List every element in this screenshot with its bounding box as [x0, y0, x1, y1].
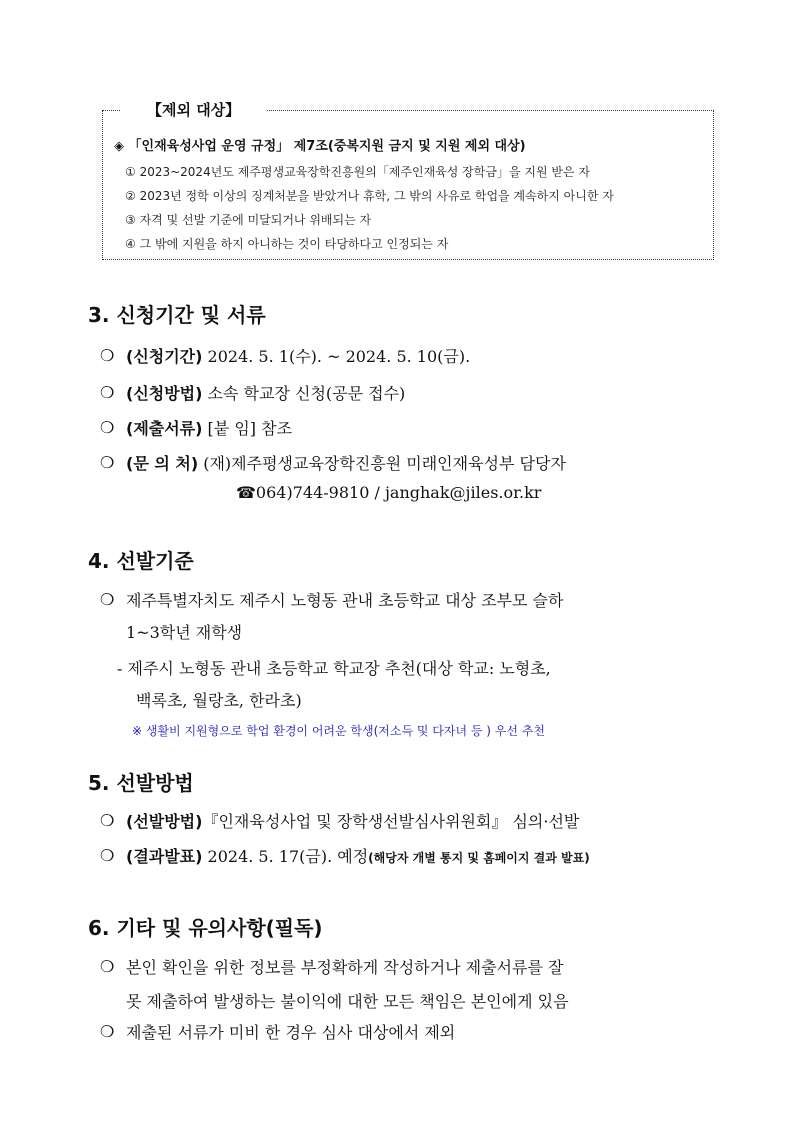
notice-line-2: 못 제출하여 발생하는 불이익에 대한 모든 책임은 본인에게 있음	[126, 992, 569, 1011]
notice-line-3: 제출된 서류가 미비 한 경우 심사 대상에서 제외	[126, 1023, 456, 1042]
contact-phone-email: ☎064)744-9810 / janghak@jiles.or.kr	[236, 483, 542, 502]
section-3-title: 3. 신청기간 및 서류	[88, 303, 266, 327]
exclusion-box-title: 【제외 대상】	[121, 99, 266, 120]
apply-method-row	[126, 381, 405, 404]
circle-bullet-icon: ❍	[100, 811, 115, 830]
row-label: (문 의 처)	[126, 454, 199, 473]
circle-bullet-icon: ❍	[100, 418, 115, 437]
row-label: (결과발표)	[126, 847, 203, 866]
exclusion-heading-text: 「인재육성사업 운영 규정」 제7조(중복지원 금지 및 지원 제외 대상)	[128, 139, 526, 154]
row-label: (제출서류)	[126, 419, 203, 438]
criteria-sub-line-1: - 제주시 노형동 관내 초등학교 학교장 추천(대상 학교: 노형초,	[117, 659, 551, 678]
row-label: (신청방법)	[126, 384, 203, 403]
exclusion-item: ④ 그 밖에 지원을 하지 아니하는 것이 타당하다고 인정되는 자	[125, 237, 449, 251]
priority-note: ※ 생활비 지원형으로 학업 환경이 어려운 학생(저소득 및 다자녀 등 ) 우선 추천	[132, 724, 545, 738]
row-text: 2024. 5. 17(금). 예정	[202, 847, 369, 866]
row-note: (해당자 개별 통지 및 홈페이지 결과 발표)	[368, 851, 590, 865]
criteria-sub-line-2: 백록초, 월랑초, 한라초)	[136, 691, 302, 710]
exclusion-box-heading	[114, 135, 526, 154]
documents-row	[126, 416, 292, 439]
row-text: (재)제주평생교육장학진흥원 미래인재육성부 담당자	[198, 454, 566, 473]
result-announcement-row	[126, 844, 590, 867]
row-label: (신청기간)	[126, 347, 203, 366]
circle-bullet-icon: ❍	[100, 383, 115, 402]
section-4-title: 4. 선발기준	[88, 549, 194, 573]
contact-row	[126, 451, 566, 474]
row-text: 『인재육성사업 및 장학생선발심사위원회』 심의·선발	[202, 812, 580, 831]
exclusion-item: ② 2023년 정학 이상의 징계처분을 받았거나 휴학, 그 밖의 사유로 학업을 계속하지 아니한 자	[125, 189, 614, 203]
circle-bullet-icon: ❍	[100, 346, 115, 365]
notice-line-1: 본인 확인을 위한 정보를 부정확하게 작성하거나 제출서류를 잘	[126, 958, 564, 977]
circle-bullet-icon: ❍	[100, 846, 115, 865]
exclusion-item: ① 2023~2024년도 제주평생교육장학진흥원의「제주인재육성 장학금」을 지원 받은 자	[125, 165, 590, 179]
section-6-title: 6. 기타 및 유의사항(필독)	[88, 916, 323, 940]
circle-bullet-icon: ❍	[100, 590, 115, 609]
selection-method-row	[126, 809, 579, 832]
circle-bullet-icon: ❍	[100, 1022, 115, 1041]
circle-bullet-icon: ❍	[100, 453, 115, 472]
criteria-line-1: 제주특별자치도 제주시 노형동 관내 초등학교 대상 조부모 슬하	[126, 591, 564, 610]
circle-bullet-icon: ❍	[100, 957, 115, 976]
apply-period-row	[126, 344, 470, 367]
row-text: 소속 학교장 신청(공문 접수)	[202, 384, 406, 403]
row-label: (선발방법)	[126, 812, 203, 831]
row-text: [붙 임] 참조	[202, 419, 293, 438]
criteria-line-2: 1~3학년 재학생	[126, 623, 243, 642]
diamond-bullet-icon: ◈	[114, 139, 124, 154]
exclusion-item: ③ 자격 및 선발 기준에 미달되거나 위배되는 자	[125, 213, 372, 227]
section-5-title: 5. 선발방법	[88, 771, 194, 795]
row-text: 2024. 5. 1(수). ~ 2024. 5. 10(금).	[202, 347, 471, 366]
